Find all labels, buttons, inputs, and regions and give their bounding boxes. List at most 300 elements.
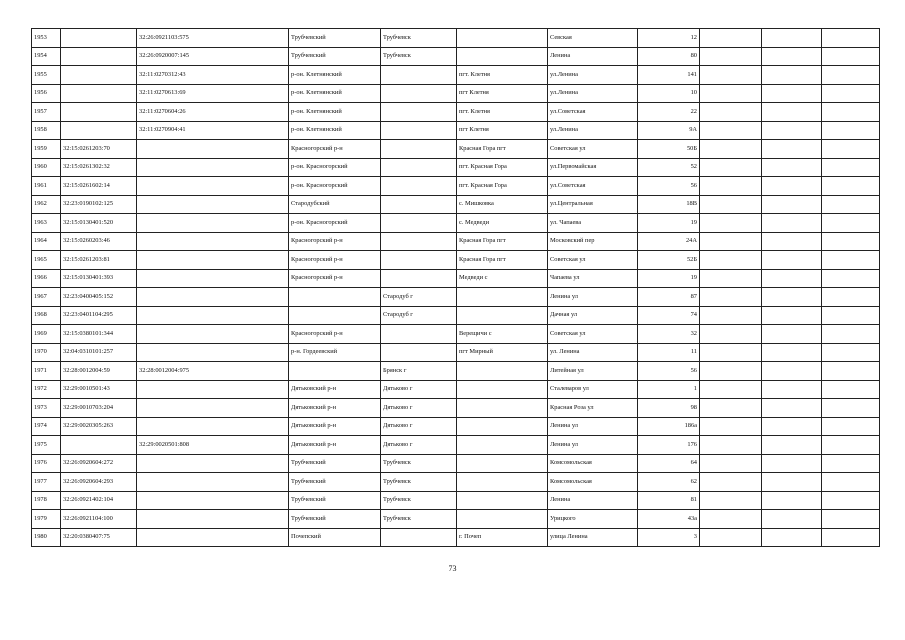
settlement-cell: пгт. Клетня [457, 66, 548, 85]
house-number-cell: 24А [638, 232, 700, 251]
extra-col-2-cell [762, 214, 822, 233]
table-row [32, 29, 880, 48]
settlement-cell: пгт. Клетня [457, 103, 548, 122]
street-cell: ул. Чапаева [548, 214, 638, 233]
table-row [32, 417, 880, 436]
cadastral-number-cell [61, 29, 137, 48]
row-number-cell: 1971 [32, 362, 61, 381]
cadastral-number-cell: 32:15:0260203:46 [61, 232, 137, 251]
table-row [32, 66, 880, 85]
extra-col-2-cell [762, 269, 822, 288]
extra-col-3-cell [822, 399, 880, 418]
extra-col-3-cell [822, 232, 880, 251]
cadastral-number-2-cell [137, 177, 289, 196]
table-row [32, 158, 880, 177]
city-cell [381, 158, 457, 177]
city-cell: Трубчевск [381, 473, 457, 492]
cadastral-number-2-cell [137, 399, 289, 418]
settlement-cell [457, 29, 548, 48]
row-number-cell: 1969 [32, 325, 61, 344]
house-number-cell: 12 [638, 29, 700, 48]
district-cell [289, 362, 381, 381]
table-row [32, 510, 880, 529]
settlement-cell: Красная Гора пгт [457, 140, 548, 159]
settlement-cell: пгт. Красная Гора [457, 177, 548, 196]
extra-col-3-cell [822, 140, 880, 159]
extra-col-1-cell [700, 399, 762, 418]
property-register-table [31, 28, 880, 547]
street-cell: Советская ул [548, 325, 638, 344]
city-cell: Дятьково г [381, 417, 457, 436]
street-cell: Московский пер [548, 232, 638, 251]
extra-col-2-cell [762, 436, 822, 455]
cadastral-number-cell: 32:26:0921402:104 [61, 491, 137, 510]
city-cell [381, 269, 457, 288]
cadastral-number-cell: 32:29:0010501:43 [61, 380, 137, 399]
extra-col-1-cell [700, 528, 762, 547]
city-cell: Брянск г [381, 362, 457, 381]
district-cell: Почепский [289, 528, 381, 547]
table-row [32, 195, 880, 214]
settlement-cell [457, 454, 548, 473]
cadastral-number-2-cell: 32:11:0270604:26 [137, 103, 289, 122]
row-number-cell: 1959 [32, 140, 61, 159]
extra-col-1-cell [700, 454, 762, 473]
settlement-cell: пгт. Красная Гора [457, 158, 548, 177]
street-cell: Советская ул [548, 251, 638, 270]
street-cell: ул.Ленина [548, 121, 638, 140]
extra-col-2-cell [762, 473, 822, 492]
row-number-cell: 1968 [32, 306, 61, 325]
cadastral-number-2-cell: 32:26:0921103:575 [137, 29, 289, 48]
district-cell: р-он. Красногорский [289, 158, 381, 177]
city-cell [381, 325, 457, 344]
cadastral-number-cell: 32:28:0012004:59 [61, 362, 137, 381]
cadastral-number-2-cell [137, 232, 289, 251]
street-cell: Ленина [548, 47, 638, 66]
cadastral-number-2-cell [137, 473, 289, 492]
street-cell: Ленина ул [548, 436, 638, 455]
cadastral-number-2-cell [137, 510, 289, 529]
cadastral-number-cell: 32:15:0261602:14 [61, 177, 137, 196]
table-row [32, 399, 880, 418]
district-cell: Стародубский [289, 195, 381, 214]
row-number-cell: 1954 [32, 47, 61, 66]
row-number-cell: 1961 [32, 177, 61, 196]
row-number-cell: 1978 [32, 491, 61, 510]
district-cell: Красногорский р-н [289, 140, 381, 159]
row-number-cell: 1953 [32, 29, 61, 48]
extra-col-2-cell [762, 84, 822, 103]
street-cell: Дачная ул [548, 306, 638, 325]
house-number-cell: 98 [638, 399, 700, 418]
table-row [32, 214, 880, 233]
house-number-cell: 1 [638, 380, 700, 399]
district-cell: Красногорский р-н [289, 232, 381, 251]
settlement-cell [457, 288, 548, 307]
house-number-cell: 81 [638, 491, 700, 510]
settlement-cell: пгт Клетня [457, 84, 548, 103]
extra-col-2-cell [762, 47, 822, 66]
house-number-cell: 74 [638, 306, 700, 325]
cadastral-number-cell: 32:26:0920604:293 [61, 473, 137, 492]
extra-col-3-cell [822, 528, 880, 547]
row-number-cell: 1974 [32, 417, 61, 436]
extra-col-2-cell [762, 362, 822, 381]
district-cell: Трубчевский [289, 29, 381, 48]
cadastral-number-2-cell: 32:29:0020501:808 [137, 436, 289, 455]
district-cell: Дятьковский р-н [289, 399, 381, 418]
table-row [32, 177, 880, 196]
extra-col-2-cell [762, 121, 822, 140]
extra-col-2-cell [762, 29, 822, 48]
extra-col-1-cell [700, 251, 762, 270]
district-cell: Дятьковский р-н [289, 380, 381, 399]
street-cell: Красная Роза ул [548, 399, 638, 418]
city-cell [381, 232, 457, 251]
extra-col-3-cell [822, 103, 880, 122]
cadastral-number-2-cell: 32:11:0270613:69 [137, 84, 289, 103]
table-row [32, 343, 880, 362]
street-cell: Сталеваров ул [548, 380, 638, 399]
district-cell: р-он. Клетнянский [289, 84, 381, 103]
cadastral-number-2-cell [137, 158, 289, 177]
district-cell: Трубчевский [289, 510, 381, 529]
table-row [32, 140, 880, 159]
table-row [32, 325, 880, 344]
extra-col-3-cell [822, 195, 880, 214]
cadastral-number-2-cell [137, 269, 289, 288]
street-cell: Чапаева ул [548, 269, 638, 288]
cadastral-number-cell: 32:15:0261302:32 [61, 158, 137, 177]
settlement-cell [457, 436, 548, 455]
street-cell: ул.Советская [548, 103, 638, 122]
extra-col-3-cell [822, 269, 880, 288]
register-body [32, 29, 880, 547]
city-cell [381, 177, 457, 196]
cadastral-number-2-cell [137, 417, 289, 436]
extra-col-1-cell [700, 47, 762, 66]
extra-col-1-cell [700, 325, 762, 344]
extra-col-3-cell [822, 84, 880, 103]
house-number-cell: 22 [638, 103, 700, 122]
settlement-cell: г. Почеп [457, 528, 548, 547]
extra-col-1-cell [700, 121, 762, 140]
city-cell [381, 66, 457, 85]
house-number-cell: 9А [638, 121, 700, 140]
extra-col-3-cell [822, 362, 880, 381]
cadastral-number-cell [61, 436, 137, 455]
row-number-cell: 1980 [32, 528, 61, 547]
table-row [32, 288, 880, 307]
house-number-cell: 3 [638, 528, 700, 547]
settlement-cell: пгт Клетня [457, 121, 548, 140]
house-number-cell: 186а [638, 417, 700, 436]
house-number-cell: 43а [638, 510, 700, 529]
extra-col-1-cell [700, 84, 762, 103]
cadastral-number-2-cell [137, 306, 289, 325]
settlement-cell [457, 399, 548, 418]
extra-col-1-cell [700, 195, 762, 214]
street-cell: Советская ул [548, 140, 638, 159]
house-number-cell: 32 [638, 325, 700, 344]
extra-col-3-cell [822, 121, 880, 140]
city-cell: Дятьково г [381, 380, 457, 399]
extra-col-2-cell [762, 510, 822, 529]
table-row [32, 436, 880, 455]
cadastral-number-2-cell [137, 491, 289, 510]
extra-col-2-cell [762, 343, 822, 362]
cadastral-number-cell: 32:15:0261203:70 [61, 140, 137, 159]
extra-col-3-cell [822, 214, 880, 233]
cadastral-number-cell: 32:29:0010703:204 [61, 399, 137, 418]
street-cell: Ленина ул [548, 288, 638, 307]
extra-col-1-cell [700, 232, 762, 251]
extra-col-1-cell [700, 288, 762, 307]
extra-col-1-cell [700, 214, 762, 233]
extra-col-2-cell [762, 177, 822, 196]
row-number-cell: 1975 [32, 436, 61, 455]
district-cell: Трубчевский [289, 454, 381, 473]
cadastral-number-2-cell: 32:11:0270904:41 [137, 121, 289, 140]
cadastral-number-cell: 32:15:0380101:344 [61, 325, 137, 344]
street-cell: Ленина [548, 491, 638, 510]
house-number-cell: 52 [638, 158, 700, 177]
extra-col-3-cell [822, 66, 880, 85]
extra-col-3-cell [822, 436, 880, 455]
street-cell: Комсомольская [548, 473, 638, 492]
extra-col-2-cell [762, 232, 822, 251]
house-number-cell: 11 [638, 343, 700, 362]
row-number-cell: 1977 [32, 473, 61, 492]
row-number-cell: 1956 [32, 84, 61, 103]
extra-col-1-cell [700, 473, 762, 492]
extra-col-1-cell [700, 417, 762, 436]
district-cell: р-он. Клетнянский [289, 66, 381, 85]
extra-col-2-cell [762, 306, 822, 325]
district-cell: р-он. Красногорский [289, 177, 381, 196]
city-cell [381, 84, 457, 103]
house-number-cell: 176 [638, 436, 700, 455]
city-cell: Стародуб г [381, 306, 457, 325]
city-cell: Дятьково г [381, 399, 457, 418]
table-row [32, 380, 880, 399]
cadastral-number-cell: 32:26:0921104:100 [61, 510, 137, 529]
extra-col-1-cell [700, 510, 762, 529]
extra-col-1-cell [700, 140, 762, 159]
house-number-cell: 64 [638, 454, 700, 473]
district-cell: Трубчевский [289, 47, 381, 66]
city-cell [381, 343, 457, 362]
extra-col-3-cell [822, 158, 880, 177]
extra-col-3-cell [822, 47, 880, 66]
row-number-cell: 1965 [32, 251, 61, 270]
settlement-cell [457, 473, 548, 492]
table-row [32, 473, 880, 492]
cadastral-number-cell: 32:26:0920604:272 [61, 454, 137, 473]
extra-col-2-cell [762, 454, 822, 473]
city-cell [381, 140, 457, 159]
cadastral-number-cell: 32:20:0380407:75 [61, 528, 137, 547]
row-number-cell: 1966 [32, 269, 61, 288]
table-row [32, 306, 880, 325]
settlement-cell: Верещичи с [457, 325, 548, 344]
city-cell [381, 103, 457, 122]
row-number-cell: 1979 [32, 510, 61, 529]
settlement-cell [457, 491, 548, 510]
city-cell: Трубчевск [381, 29, 457, 48]
cadastral-number-2-cell [137, 454, 289, 473]
house-number-cell: 19 [638, 214, 700, 233]
street-cell: Комсомольская [548, 454, 638, 473]
extra-col-3-cell [822, 417, 880, 436]
district-cell: р-он. Красногорский [289, 214, 381, 233]
extra-col-2-cell [762, 103, 822, 122]
city-cell: Стародуб г [381, 288, 457, 307]
settlement-cell: Красная Гора пгт [457, 251, 548, 270]
settlement-cell: Красная Гора пгт [457, 232, 548, 251]
house-number-cell: 19 [638, 269, 700, 288]
cadastral-number-cell [61, 103, 137, 122]
district-cell: р-н. Гордеевский [289, 343, 381, 362]
street-cell: ул.Ленина [548, 66, 638, 85]
cadastral-number-2-cell [137, 251, 289, 270]
city-cell [381, 214, 457, 233]
cadastral-number-2-cell [137, 325, 289, 344]
extra-col-1-cell [700, 103, 762, 122]
cadastral-number-cell: 32:23:0401104:295 [61, 306, 137, 325]
cadastral-number-2-cell: 32:26:0920007:145 [137, 47, 289, 66]
extra-col-2-cell [762, 66, 822, 85]
cadastral-number-2-cell [137, 195, 289, 214]
extra-col-2-cell [762, 491, 822, 510]
street-cell: Севская [548, 29, 638, 48]
row-number-cell: 1964 [32, 232, 61, 251]
street-cell: Литейная ул [548, 362, 638, 381]
extra-col-3-cell [822, 454, 880, 473]
cadastral-number-2-cell [137, 528, 289, 547]
cadastral-number-2-cell [137, 288, 289, 307]
extra-col-3-cell [822, 29, 880, 48]
street-cell: ул.Советская [548, 177, 638, 196]
table-row [32, 121, 880, 140]
extra-col-3-cell [822, 510, 880, 529]
row-number-cell: 1957 [32, 103, 61, 122]
street-cell: Ленина ул [548, 417, 638, 436]
cadastral-number-2-cell [137, 214, 289, 233]
settlement-cell [457, 306, 548, 325]
cadastral-number-cell: 32:23:0190102:125 [61, 195, 137, 214]
extra-col-2-cell [762, 288, 822, 307]
extra-col-3-cell [822, 288, 880, 307]
extra-col-2-cell [762, 251, 822, 270]
settlement-cell [457, 47, 548, 66]
cadastral-number-cell: 32:15:0130401:393 [61, 269, 137, 288]
extra-col-3-cell [822, 177, 880, 196]
cadastral-number-cell [61, 47, 137, 66]
extra-col-2-cell [762, 158, 822, 177]
cadastral-number-2-cell: 32:28:0012004:975 [137, 362, 289, 381]
table-row [32, 47, 880, 66]
extra-col-2-cell [762, 195, 822, 214]
extra-col-1-cell [700, 380, 762, 399]
row-number-cell: 1972 [32, 380, 61, 399]
settlement-cell [457, 380, 548, 399]
district-cell: Трубчевский [289, 473, 381, 492]
house-number-cell: 141 [638, 66, 700, 85]
cadastral-number-cell: 32:23:0400405:152 [61, 288, 137, 307]
district-cell [289, 306, 381, 325]
city-cell: Дятьково г [381, 436, 457, 455]
cadastral-number-cell: 32:15:0130401:520 [61, 214, 137, 233]
settlement-cell [457, 362, 548, 381]
street-cell: Урицкого [548, 510, 638, 529]
cadastral-number-2-cell: 32:11:0270312:43 [137, 66, 289, 85]
table-row [32, 232, 880, 251]
cadastral-number-cell [61, 84, 137, 103]
street-cell: ул.Центральная [548, 195, 638, 214]
table-row [32, 269, 880, 288]
city-cell [381, 195, 457, 214]
city-cell: Трубчевск [381, 510, 457, 529]
district-cell: Дятьковский р-н [289, 417, 381, 436]
district-cell: р-он. Клетнянский [289, 121, 381, 140]
cadastral-number-cell [61, 66, 137, 85]
extra-col-1-cell [700, 269, 762, 288]
table-row [32, 454, 880, 473]
row-number-cell: 1958 [32, 121, 61, 140]
extra-col-1-cell [700, 177, 762, 196]
house-number-cell: 62 [638, 473, 700, 492]
settlement-cell: пгт Мирный [457, 343, 548, 362]
table-row [32, 491, 880, 510]
house-number-cell: 10 [638, 84, 700, 103]
house-number-cell: 56 [638, 177, 700, 196]
table-row [32, 362, 880, 381]
extra-col-2-cell [762, 417, 822, 436]
house-number-cell: 50Б [638, 140, 700, 159]
cadastral-number-2-cell [137, 380, 289, 399]
city-cell [381, 121, 457, 140]
extra-col-1-cell [700, 436, 762, 455]
extra-col-2-cell [762, 399, 822, 418]
district-cell: Красногорский р-н [289, 251, 381, 270]
extra-col-3-cell [822, 325, 880, 344]
row-number-cell: 1963 [32, 214, 61, 233]
table-row [32, 528, 880, 547]
extra-col-1-cell [700, 29, 762, 48]
extra-col-2-cell [762, 325, 822, 344]
street-cell: ул.Ленина [548, 84, 638, 103]
extra-col-3-cell [822, 473, 880, 492]
house-number-cell: 80 [638, 47, 700, 66]
extra-col-1-cell [700, 491, 762, 510]
district-cell [289, 288, 381, 307]
city-cell [381, 251, 457, 270]
city-cell: Трубчевск [381, 454, 457, 473]
settlement-cell [457, 417, 548, 436]
table-row [32, 251, 880, 270]
extra-col-1-cell [700, 343, 762, 362]
district-cell: Трубчевский [289, 491, 381, 510]
page-number: 73 [448, 564, 457, 573]
house-number-cell: 52Б [638, 251, 700, 270]
district-cell: Красногорский р-н [289, 269, 381, 288]
extra-col-2-cell [762, 380, 822, 399]
row-number-cell: 1973 [32, 399, 61, 418]
street-cell: улица Ленина [548, 528, 638, 547]
district-cell: р-он. Клетнянский [289, 103, 381, 122]
